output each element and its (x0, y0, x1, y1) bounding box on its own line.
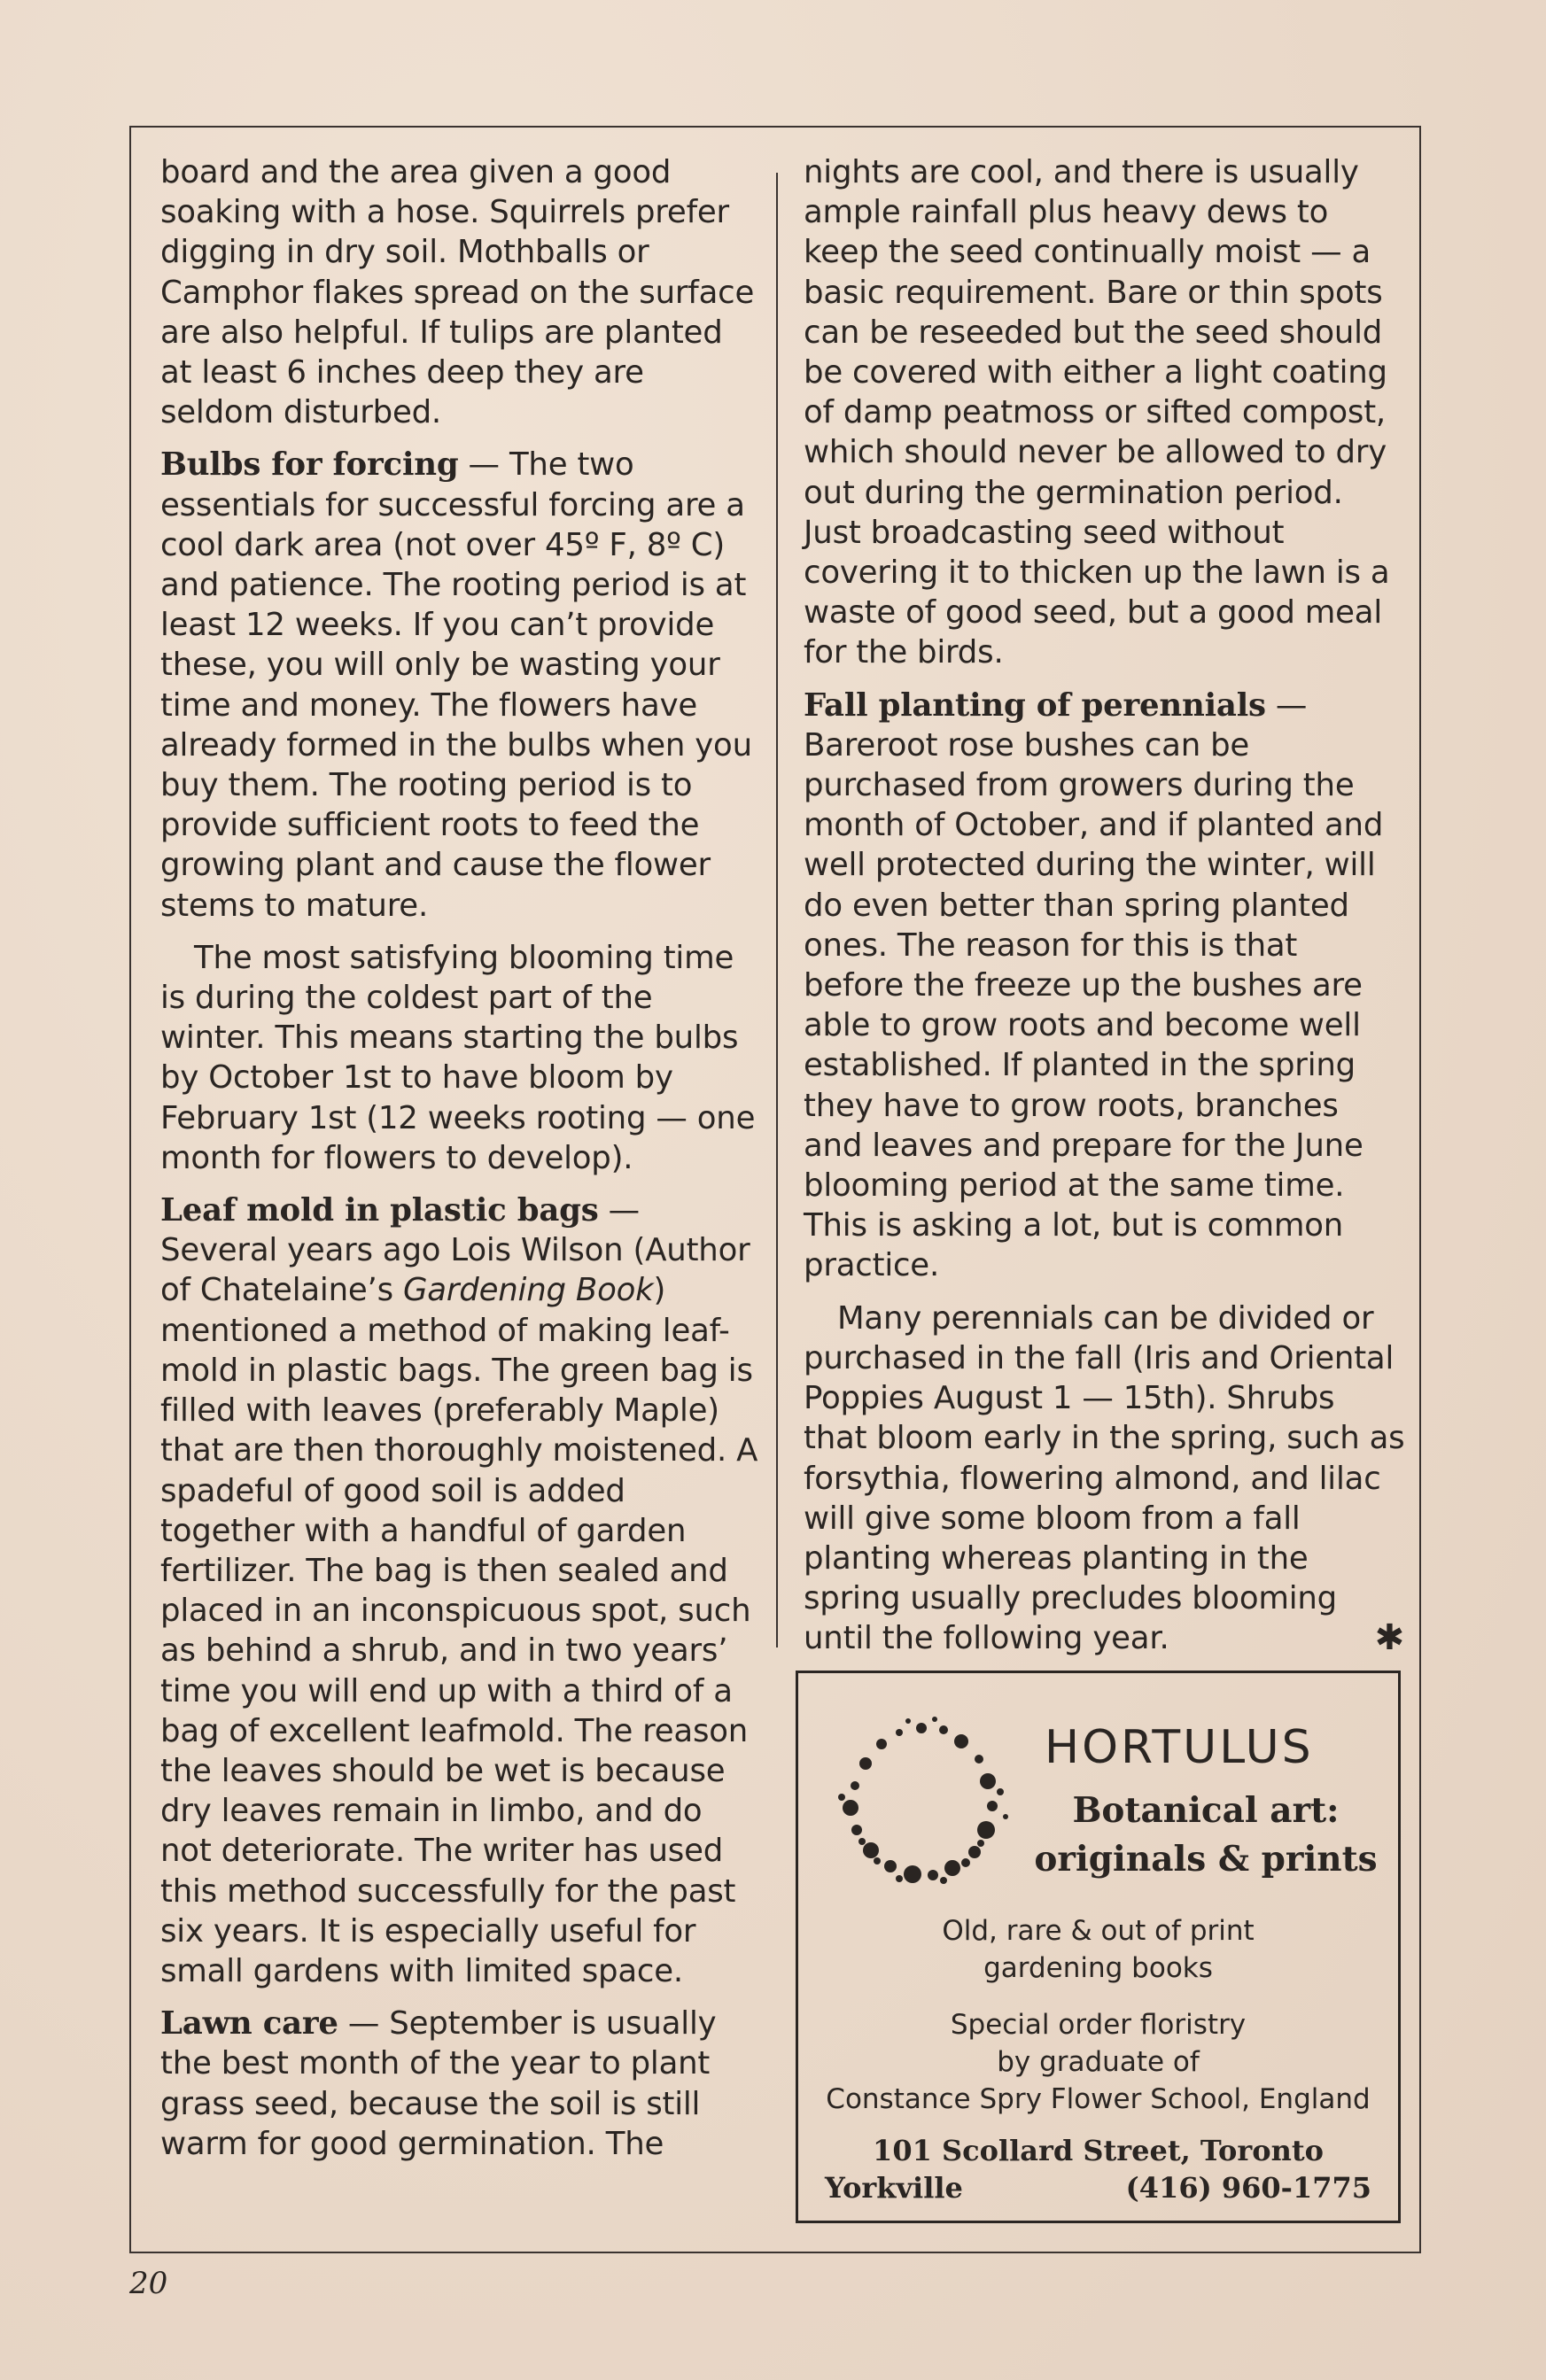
floral-wreath-icon (811, 1693, 1032, 1905)
section-fall-planting (804, 686, 1406, 1286)
right-column (804, 152, 1406, 1671)
heading-lawn-care: Lawn care (160, 2005, 338, 2043)
column-divider (776, 173, 778, 1647)
phone-number: (416) 960-1775 (1125, 2171, 1371, 2205)
books-line-2: gardening books (983, 1952, 1213, 1984)
floristry-line-3: Constance Spry Flower School, England (826, 2083, 1371, 2115)
bulbs-body: — The two essentials for successful forcing are a cool dark area (not over 45º F, 8º C) and patience. The rooting period is at least 12 weeks. If you can’t provide these, you will only be wasting your time and money. The flowers have already formed in the bulbs when you buy them. The rooting period is to provide sufficient roots to feed the growing plant and cause the flower stems to mature. (160, 446, 752, 924)
heading-fall-planting: Fall planting of perennials (804, 686, 1266, 724)
section-leaf-mold (160, 1190, 763, 1991)
leaf-body-a: — Several years ago Lois Wilson (Author of Chatelaine’s (160, 1192, 750, 1309)
street-address: 101 Scollard Street, Toronto (873, 2134, 1324, 2167)
section-bulbs-for-forcing (160, 445, 763, 925)
left-column (160, 152, 763, 2176)
floristry-line-1: Special order floristry (950, 2009, 1247, 2041)
heading-leaf-mold: Leaf mold in plastic bags (160, 1192, 599, 1229)
tagline-line-2: originals & prints (1034, 1839, 1378, 1880)
hortulus-advertisement (796, 1671, 1401, 2223)
paragraph-nights-cool: nights are cool, and there is usually ample rainfall plus heavy dews to keep the seed continually moist — a basic requirement. Bare or thin spots can be reseeded but the seed should be covered with either a light coating of damp peatmoss or sifted compost, which should never be allowed to dry out during the germination period. Just broadcasting seed without covering it to thicken up the lawn is a waste of good seed, but a good meal for the birds. (804, 154, 1390, 671)
paragraph-perennials (804, 1299, 1406, 1659)
book-title: Gardening Book (403, 1272, 654, 1309)
heading-bulbs-for-forcing: Bulbs for forcing (160, 446, 459, 484)
end-mark-icon: ✱ (1374, 1617, 1404, 1659)
floristry-line-2: by graduate of (997, 2046, 1200, 2078)
books-line-1: Old, rare & out of print (942, 1915, 1255, 1947)
paragraph-squirrels: board and the area given a good soaking with a hose. Squirrels prefer digging in dry soil. Mothballs or Camphor flakes spread on the surface are also helpful. If tulips are planted at least 6 inches deep they are seldom disturbed. (160, 154, 755, 431)
books-text (798, 1912, 1398, 1987)
shop-name: HORTULUS (1045, 1721, 1314, 1774)
page-number: 20 (129, 2266, 168, 2301)
paragraph-blooming-time: The most satisfying blooming time is during the coldest part of the winter. This means starting the bulbs by October 1st to have bloom by February 1st (12 weeks rooting — one month for flowers to develop). (160, 939, 756, 1176)
leaf-body-b: ) mentioned a method of making leaf-mold in plastic bags. The green bag is filled with leaves (preferably Maple) that are then thoroughly moistened. A spadeful of good soil is added together with a handful of garden fertilizer. The bag is then sealed and placed in an inconspicuous spot, such as behind a shrub, and in two years’ time you will end up with a third of a bag of excellent leafmold. The reason the leaves should be wet is because dry leaves remain in limbo, and do not deteriorate. The writer has used this method successfully for the past six years. It is especially useful for small gardens with limited space. (160, 1272, 758, 1989)
shop-tagline (1020, 1787, 1392, 1884)
lawn-body: — September is usually the best month of the year to plant grass seed, because the soil is still warm for good germination. The (160, 2005, 717, 2162)
perennials-text: Many perennials can be divided or purchased in the fall (Iris and Oriental Poppies August 1 — 15th). Shrubs that bloom early in the spring, such as forsythia, flowering almond, and lilac will give some bloom from a fall planting whereas planting in the spring usually precludes blooming until the following year. (804, 1299, 1405, 1657)
floristry-text (798, 2006, 1398, 2118)
fall-body: — Bareroot rose bushes can be purchased from growers during the month of October, and if planted and well protected during the winter, will do even better than spring planted ones. The reason for this is that before the freeze up the bushes are able to grow roots and become well established. If planted in the spring they have to grow roots, branches and leaves and prepare for the June blooming period at the same time. This is asking a lot, but is common practice. (804, 686, 1384, 1284)
tagline-line-1: Botanical art: (1072, 1790, 1340, 1831)
section-lawn-care (160, 2004, 763, 2164)
area-name: Yorkville (825, 2171, 963, 2205)
